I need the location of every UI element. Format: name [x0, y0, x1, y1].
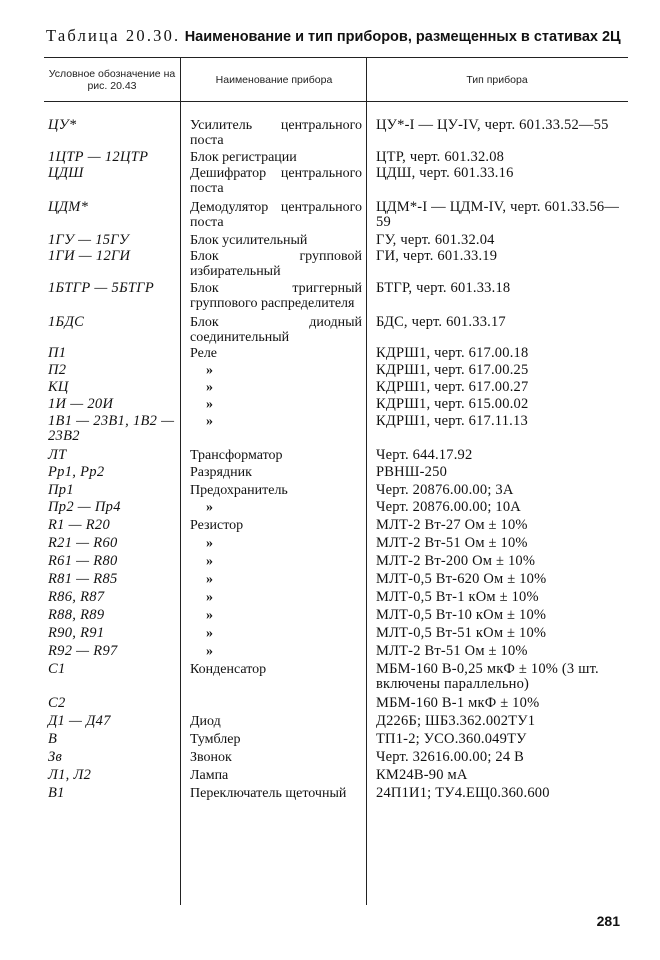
row-name: Блок триггерный группового распределителя: [190, 281, 362, 311]
row-name: Блок диодный соединительный: [190, 315, 362, 345]
row-name: Дешифратор центрального поста: [190, 166, 362, 196]
row-type: МБМ-160 В-0,25 мкФ ± 10% (3 шт. включены параллельно): [376, 661, 599, 692]
row-name: Разрядник: [190, 465, 252, 480]
row-type: ЦДМ*-I — ЦДМ-IV, черт. 601.33.56—59: [376, 199, 620, 230]
row-type: БТГР, черт. 601.33.18: [376, 280, 511, 296]
row-designation: Пр1: [48, 482, 74, 498]
header-designation: Условное обозначение на рис. 20.43: [48, 68, 176, 92]
row-designation: 1В1 — 23В1, 1В2 — 23В2: [48, 413, 175, 444]
row-designation: R86, R87: [48, 589, 105, 605]
row-designation: R81 — R85: [48, 571, 118, 587]
row-name: Блок регистрации: [190, 150, 297, 165]
row-designation: Л1, Л2: [48, 767, 92, 783]
row-name: Предохранитель: [190, 483, 288, 498]
row-designation: 1И — 20И: [48, 396, 114, 412]
row-name: Усилитель центрального поста: [190, 118, 362, 148]
row-name: Лампа: [190, 768, 229, 783]
row-name: »: [206, 363, 213, 378]
row-type: МЛТ-2 Вт-51 Ом ± 10%: [376, 535, 528, 551]
row-name: Тумблер: [190, 732, 241, 747]
row-type: 24П1И1; ТУ4.ЕЩ0.360.600: [376, 785, 550, 801]
row-name: »: [206, 572, 213, 587]
row-designation: R61 — R80: [48, 553, 118, 569]
row-type: КДРШ1, черт. 617.11.13: [376, 413, 528, 429]
row-designation: П1: [48, 345, 67, 361]
row-designation: C1: [48, 661, 66, 677]
header-name: Наименование прибора: [215, 74, 333, 86]
row-type: КДРШ1, черт. 617.00.27: [376, 379, 529, 395]
row-name: »: [206, 608, 213, 623]
row-type: МЛТ-0,5 Вт-1 кОм ± 10%: [376, 589, 539, 605]
row-name: Реле: [190, 346, 218, 361]
row-designation: R92 — R97: [48, 643, 118, 659]
row-designation: R90, R91: [48, 625, 105, 641]
row-name: Конденсатор: [190, 662, 267, 677]
row-designation: ЦУ*: [48, 117, 77, 133]
row-name: »: [206, 536, 213, 551]
row-designation: C2: [48, 695, 66, 711]
row-designation: 1ЦТР — 12ЦТР: [48, 149, 149, 165]
table-caption-title: Наименование и тип приборов, размещенных в стативах 2Ц: [184, 29, 621, 45]
row-designation: ЦДМ*: [48, 199, 89, 215]
row-designation: В1: [48, 785, 65, 801]
row-name: »: [206, 644, 213, 659]
row-name: Звонок: [190, 750, 232, 765]
row-designation: КЦ: [48, 379, 69, 395]
row-type: БДС, черт. 601.33.17: [376, 314, 506, 330]
row-name: »: [206, 500, 213, 515]
row-type: Черт. 32616.00.00; 24 В: [376, 749, 524, 765]
row-type: ГУ, черт. 601.32.04: [376, 232, 495, 248]
row-designation: Зв: [48, 749, 63, 765]
row-type: ЦТР, черт. 601.32.08: [376, 149, 505, 165]
row-designation: П2: [48, 362, 67, 378]
row-type: Черт. 20876.00.00; 10А: [376, 499, 521, 515]
row-type: МЛТ-0,5 Вт-10 кОм ± 10%: [376, 607, 547, 623]
row-type: КМ24В-90 мА: [376, 767, 468, 783]
row-type: МЛТ-2 Вт-51 Ом ± 10%: [376, 643, 528, 659]
row-name: Переключатель щеточный: [190, 786, 347, 801]
row-designation: ЦДШ: [48, 165, 84, 181]
row-designation: Пр2 — Пр4: [48, 499, 121, 515]
row-type: РВНШ-250: [376, 464, 448, 480]
row-type: КДРШ1, черт. 617.00.18: [376, 345, 529, 361]
row-name: »: [206, 626, 213, 641]
row-name: »: [206, 397, 213, 412]
row-type: КДРШ1, черт. 617.00.25: [376, 362, 529, 378]
row-name: Трансформатор: [190, 448, 283, 463]
row-type: ЦДШ, черт. 601.33.16: [376, 165, 514, 181]
row-name: »: [206, 554, 213, 569]
row-type: МЛТ-0,5 Вт-51 кОм ± 10%: [376, 625, 547, 641]
row-type: Черт. 644.17.92: [376, 447, 473, 463]
row-designation: 1БТГР — 5БТГР: [48, 280, 154, 296]
row-designation: ЛТ: [48, 447, 67, 463]
row-name: Резистор: [190, 518, 244, 533]
row-type: ГИ, черт. 601.33.19: [376, 248, 498, 264]
row-designation: Д1 — Д47: [48, 713, 111, 729]
row-designation: 1ГИ — 12ГИ: [48, 248, 131, 264]
row-designation: В: [48, 731, 58, 747]
row-name: »: [206, 590, 213, 605]
row-type: МЛТ-2 Вт-27 Ом ± 10%: [376, 517, 528, 533]
row-type: МБМ-160 В-1 мкФ ± 10%: [376, 695, 540, 711]
row-designation: 1БДС: [48, 314, 85, 330]
header-type: Тип прибора: [466, 74, 528, 86]
row-designation: Pp1, Pp2: [48, 464, 105, 480]
row-name: »: [206, 414, 213, 429]
row-designation: 1ГУ — 15ГУ: [48, 232, 129, 248]
row-name: Блок усилительный: [190, 233, 308, 248]
row-name: Блок групповой избирательный: [190, 249, 362, 279]
table-caption-label: Таблица 20.30.: [46, 26, 181, 45]
row-type: Д226Б; ШБ3.362.002ТУ1: [376, 713, 536, 729]
row-designation: R88, R89: [48, 607, 105, 623]
page-number: 281: [596, 913, 620, 929]
row-type: ЦУ*-I — ЦУ-IV, черт. 601.33.52—55: [376, 117, 609, 133]
row-type: ТП1-2; УСО.360.049ТУ: [376, 731, 527, 747]
row-type: Черт. 20876.00.00; 3А: [376, 482, 514, 498]
row-designation: R21 — R60: [48, 535, 118, 551]
row-type: КДРШ1, черт. 615.00.02: [376, 396, 529, 412]
row-type: МЛТ-2 Вт-200 Ом ± 10%: [376, 553, 536, 569]
row-name: Диод: [190, 714, 221, 729]
row-designation: R1 — R20: [48, 517, 111, 533]
row-type: МЛТ-0,5 Вт-620 Ом ± 10%: [376, 571, 547, 587]
row-name: »: [206, 380, 213, 395]
row-name: Демодулятор центрального поста: [190, 200, 362, 230]
